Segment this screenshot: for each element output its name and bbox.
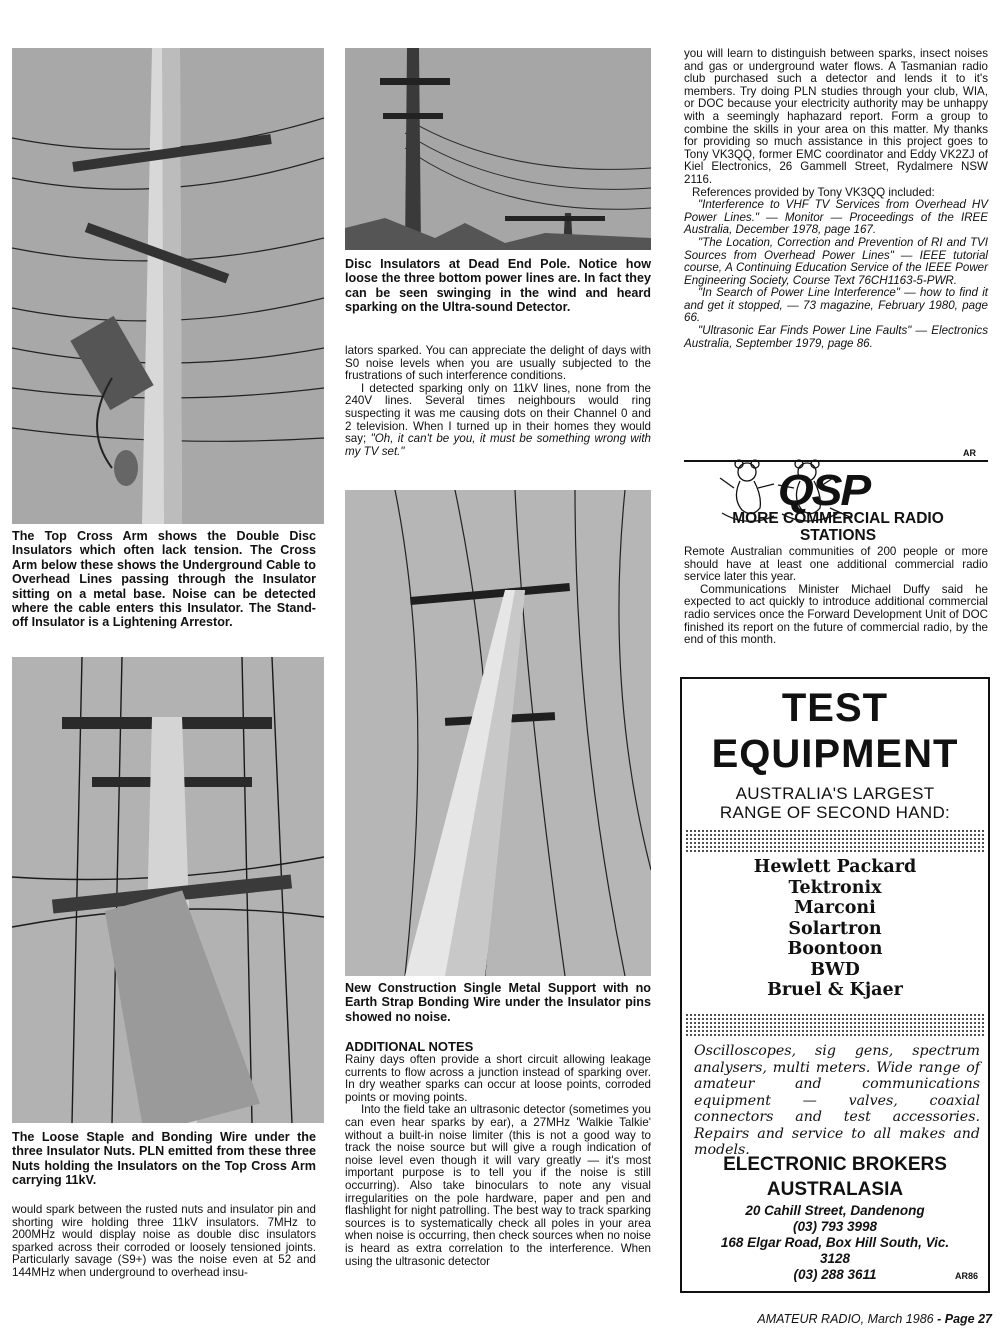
column1-text [12,1204,316,1280]
photo-loose-staple [12,657,324,1123]
additional-notes-paragraph-2: Into the field take an ultrasonic detector (sometimes you can even hear sparks by ear), a 27MHz 'Walkie Talkie' without a built-in noise limiter (this is not a good way to track the noise source but will give a rough indication of noise level even though it will vary greatly — it's most important purpose is to tell you if the noise is still occurring). Also take binoculars to note any visual irregularities on the pole hardware, paper and pen and flashlight for night patrolling. The best way to track sparking sources is to systematically check all poles in your area when noise is occurring, then check sources when no noise is heard as extra correlation to the interference. When using the ultrasonic detector [345,1103,651,1268]
ad-description: Oscilloscopes, sig gens, spectrum analysers, multi meters. Wide range of amateur and communications equipment — valves, coaxial connectors and test accessories. Repairs and service to all makes and models. [694,1043,980,1158]
footer-page-number: - Page 27 [937,1312,992,1326]
qsp-headline [686,510,990,544]
brand-item: Boontoon [787,939,883,959]
column2-paragraph-1: lators sparked. You can appreciate the delight of days with S0 noise levels when you are usually subjected to the frustrations of such interference conditions. [345,344,651,383]
reference-item: "Ultrasonic Ear Finds Power Line Faults" — Electronics Australia, September 1979, page 86. [684,324,988,350]
photo-new-construction [345,490,651,976]
address-box-hill: 168 Elgar Road, Box Hill South, Vic. [720,1235,950,1250]
column1-paragraph: would spark between the rusted nuts and insulator pin and shorting wire holding three 11kV insulators. 7MHz to 200MHz would display noise as double disc insulators sparked across their corroded or loosely tensioned joints. Particularly savage (S9+) was the noise even at 52 and 144MHz when underground to overhead insu- [12,1203,316,1279]
reference-item: "In Search of Power Line Interference" — how to find it and get it stopped, — 73 magazine, February 1980, page 66. [684,286,988,325]
qsp-headline-line2: STATIONS [799,527,877,544]
ad-subtitle-line1: AUSTRALIA'S LARGEST [735,784,935,803]
company-name-line2: AUSTRALASIA [766,1179,904,1200]
qsp-logo: QSP [777,466,870,515]
brand-item: Tektronix [788,877,882,898]
brand-list [682,857,988,1001]
halftone-band [685,1013,984,1037]
halftone-band [685,829,984,853]
column2-top-text [345,345,651,458]
caption-loose-staple: The Loose Staple and Bonding Wire under the three Insulator Nuts. PLN emitted from these three Nuts holding the Insulators on the Top Cross Arm carrying 11kV. [12,1130,316,1188]
qsp-body [684,546,988,647]
column2-paragraph-2: I detected sparking only on 11kV lines, none from the 240V lines. Several times neighbours would ring suspecting it was me causing dots on their Channel 0 and 2 television. When I turned up in their homes they would say; "Oh, it can't be you, it must be something wrong with my TV set." [345,381,651,458]
brand-item: BWD [810,959,860,980]
brand-item: Marconi [794,898,876,918]
additional-notes-heading: ADDITIONAL NOTES [345,1039,474,1054]
column3-text [684,48,988,350]
footer-date: March 1986 [867,1312,934,1326]
additional-notes-section [345,1040,651,1268]
qsp-paragraph-1: Remote Australian communities of 200 people or more should have at least one additional commercial radio service later this year. [684,545,988,584]
ad-title-equipment: EQUIPMENT [711,732,959,776]
photo-top-cross-arm [12,48,324,524]
phone-box-hill: (03) 288 3611 [793,1267,877,1282]
ad-subtitle-line2: RANGE OF SECOND HAND: [719,803,951,822]
company-name-line1: ELECTRONIC BROKERS [723,1154,947,1175]
footer-publication: AMATEUR RADIO, [757,1312,865,1326]
reference-item: "Interference to VHF TV Services from Overhead HV Power Lines." — Monitor — Proceedings of the IREE Australia, December 1978, page 167. [684,198,988,237]
phone-dandenong: (03) 793 3998 [792,1219,878,1234]
photo-dead-end-pole [345,48,651,250]
test-equipment-advertisement [680,677,990,1293]
brand-item: Bruel & Kjaer [767,980,903,1000]
caption-dead-end-pole: Disc Insulators at Dead End Pole. Notice how loose the three bottom power lines are. In fact they can be seen swinging in the wind and heard sparking on the Ultra-sound Detector. [345,257,651,315]
brand-item: Solartron [788,918,882,939]
article-end-mark: AR [963,448,976,458]
qsp-headline-line1: MORE COMMERCIAL RADIO [732,510,944,527]
qsp-paragraph-2: Communications Minister Michael Duffy said he expected to act quickly to introduce additional commercial radio services once the Forward Development Unit of DOC finished its report on the future of commercial radio, by the end of this month. [684,582,988,647]
page-footer [757,1312,992,1326]
ad-code: AR86 [954,1271,978,1281]
reference-item: "The Location, Correction and Prevention of RI and TVI Sources from Overhead Power Lines" — IEEE tutorial course, A Continuing Education Service of the IEEE Power Engineering Society, Course Text 76CH1163-5-PWR. [684,235,988,287]
caption-new-construction: New Construction Single Metal Support with no Earth Strap Bonding Wire under the Insulator pins showed no noise. [345,981,651,1024]
brand-item: Hewlett Packard [753,857,917,877]
additional-notes-paragraph-1: Rainy days often provide a short circuit allowing leakage currents to flow across a junction instead of sparking over. In dry weather sparks can occur at loose points, corroded points or moving points. [345,1053,651,1104]
postcode-box-hill: 3128 [819,1251,851,1266]
caption-top-cross-arm: The Top Cross Arm shows the Double Disc Insulators which often lack tension. The Cross Arm below these shows the Underground Cable to Overhead Lines passing through the Insulator sitting on a metal base. Noise can be detected where the cable enters this Insulator. The Stand-off Insulator is a Lightening Arrestor. [12,529,316,630]
address-dandenong: 20 Cahill Street, Dandenong [745,1203,925,1218]
references-intro: References provided by Tony VK3QQ included: [692,185,935,199]
column3-paragraph-1: you will learn to distinguish between sparks, insect noises and gas or underground water flows. A Tasmanian radio club purchased such a detector and lends it to it's members. Try doing PLN studies through your club, WIA, or DOC because your electricity authority may be unhappy with a seemingly haphazard report. Form a group to combine the skills in your area on this matter. My thanks for providing so much assistance in this project goes to Tony VK3QQ, former EMC coordinator and Eddy VK2ZJ of Kiel Electronics, 26 Gammell Street, Rydalmere NSW 2116. [684,47,988,186]
ad-title-test: TEST [781,686,889,730]
